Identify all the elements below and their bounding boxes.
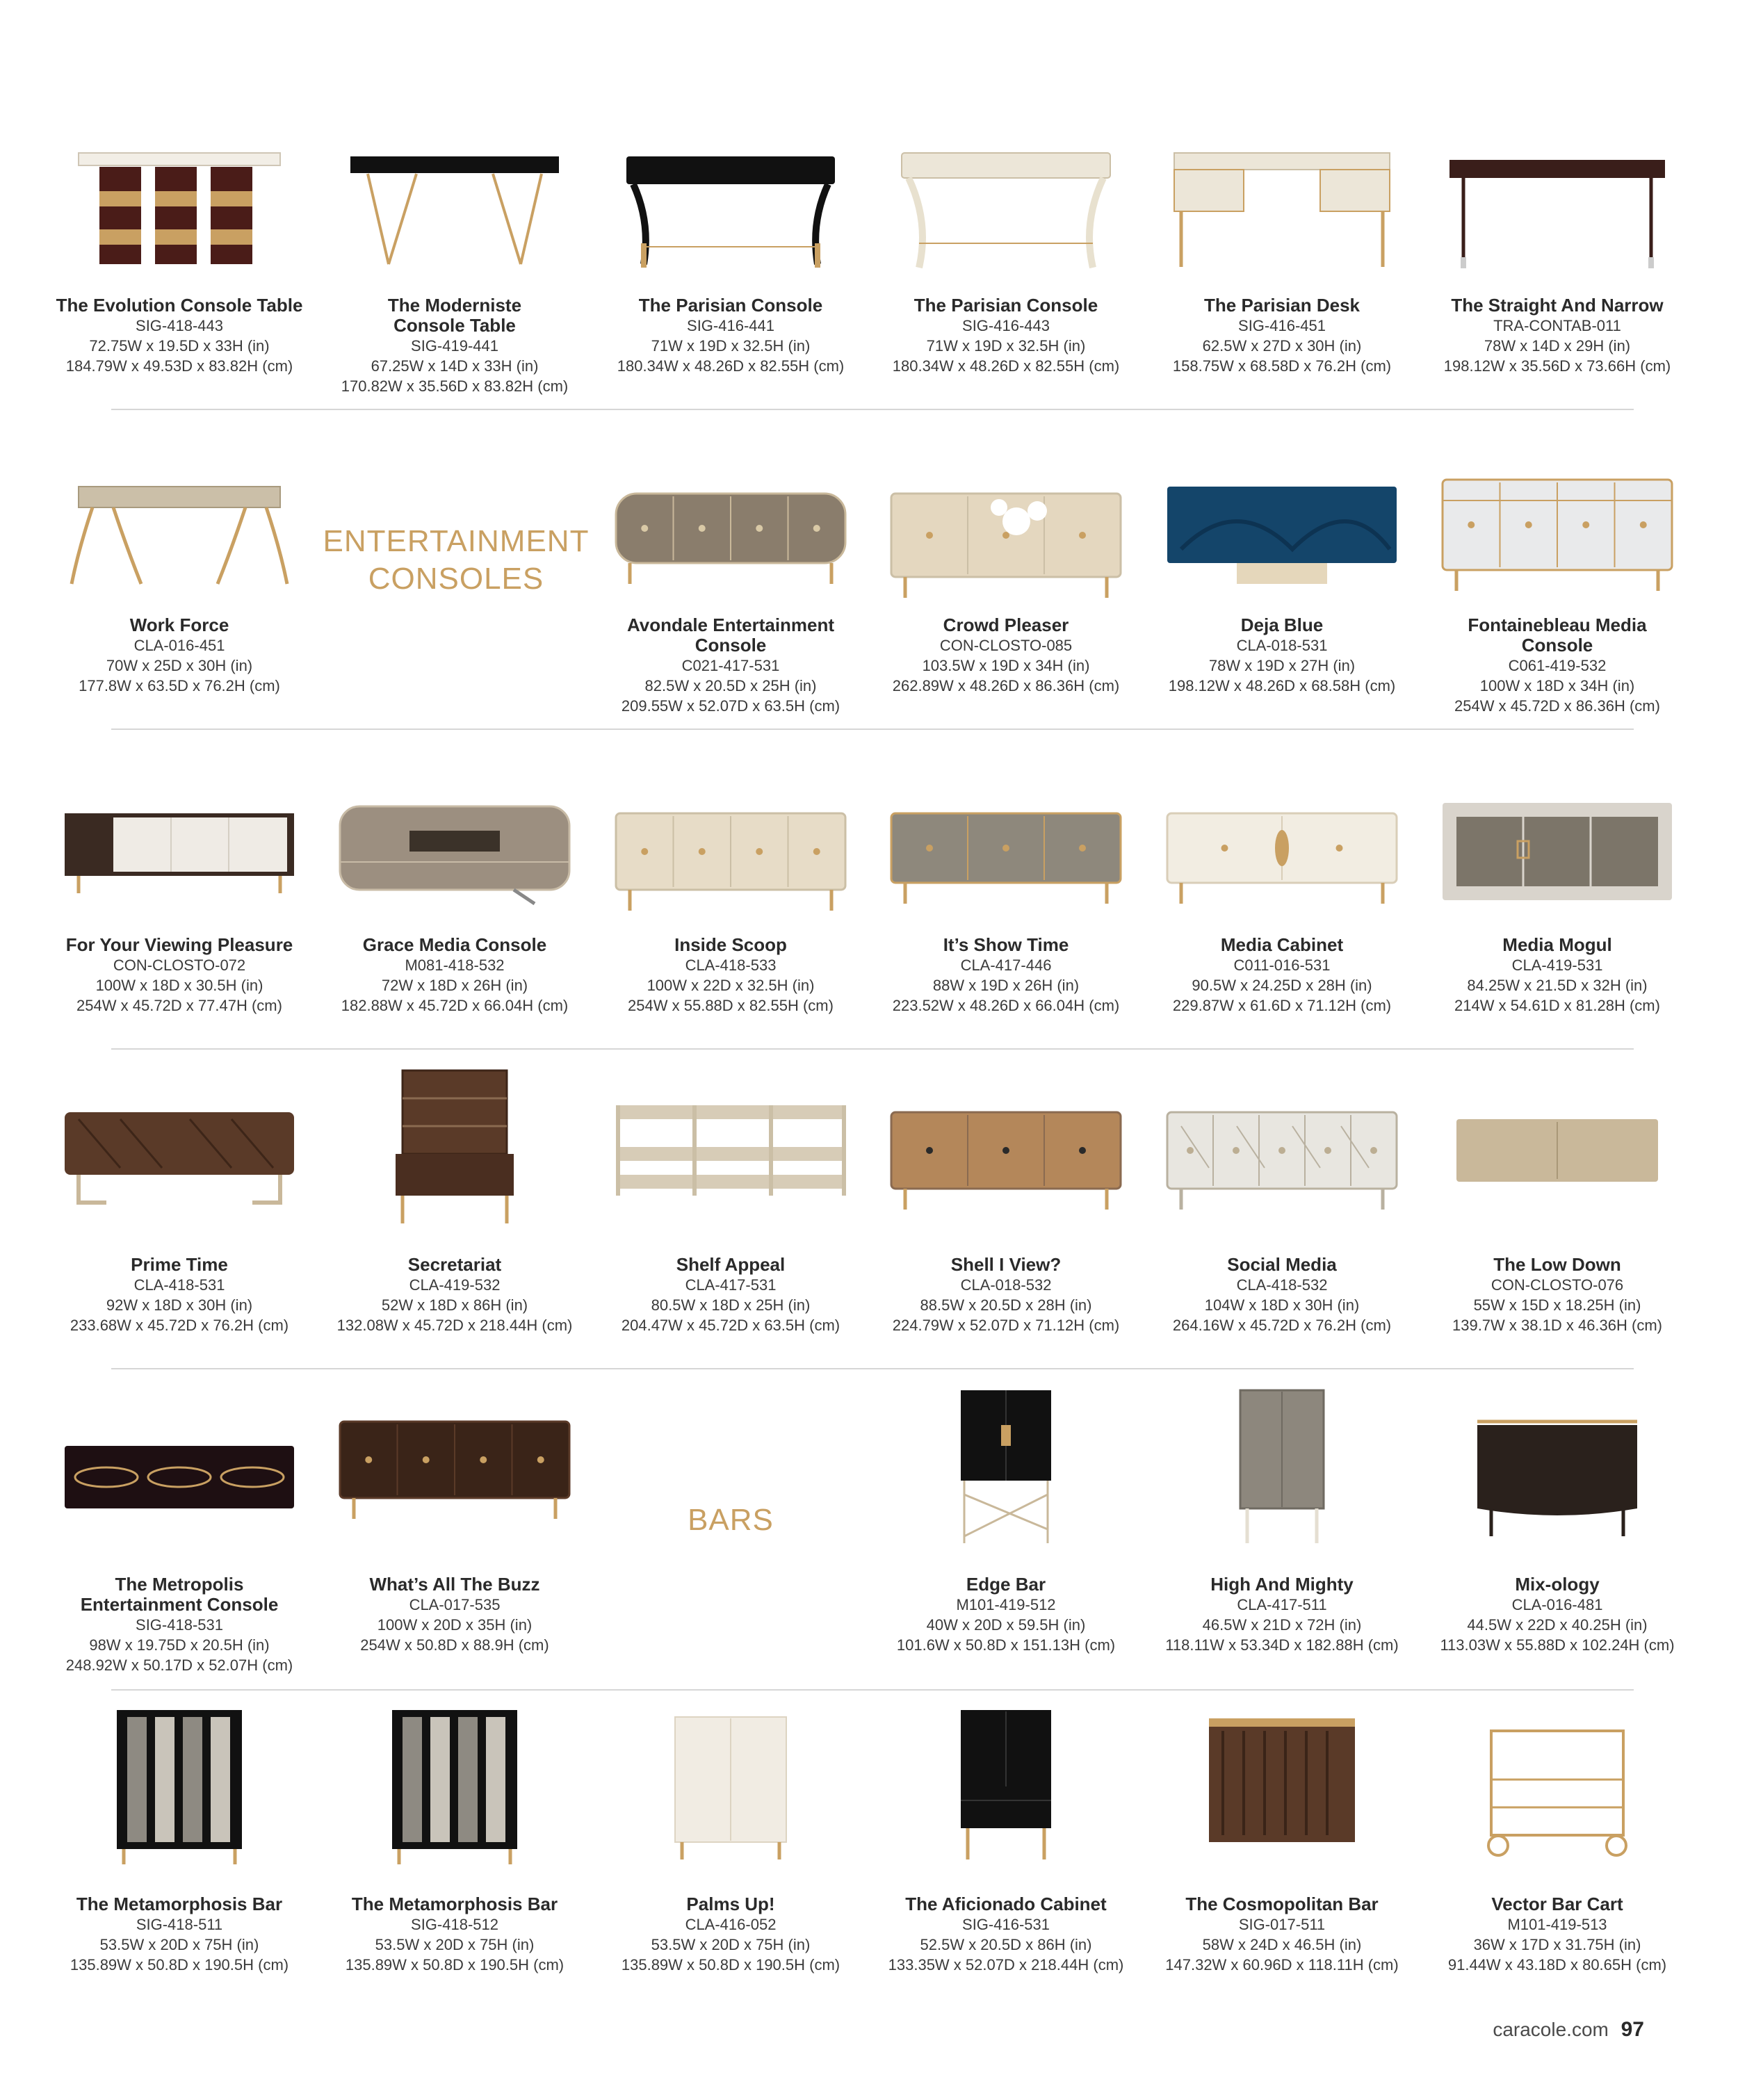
bar-cabinet-white-image[interactable] xyxy=(602,1703,859,1870)
row-divider xyxy=(111,1048,1634,1050)
product-dimensions-cm: 158.75W x 68.58D x 76.2H (cm) xyxy=(1172,357,1392,375)
product-dimensions-cm: 170.82W x 35.56D x 83.82H (cm) xyxy=(341,377,569,395)
media-console-espresso-image[interactable] xyxy=(326,1383,583,1550)
product-dimensions-in: 100W x 18D x 34H (in) xyxy=(1479,677,1635,694)
product-info xyxy=(868,295,1144,376)
product-dimensions-cm: 204.47W x 45.72D x 63.5H (cm) xyxy=(621,1317,840,1334)
product-name[interactable]: Vector Bar Cart xyxy=(1491,1894,1623,1914)
product-info xyxy=(593,1255,868,1335)
product-name[interactable]: Shelf Appeal xyxy=(676,1254,786,1275)
product-card[interactable] xyxy=(1144,765,1420,1014)
product-card[interactable] xyxy=(42,125,317,375)
section-title-line: CONSOLES xyxy=(368,562,544,596)
bar-cabinet-tall-grey-image[interactable] xyxy=(1153,1383,1411,1550)
product-dimensions-in: 80.5W x 18D x 25H (in) xyxy=(651,1296,811,1314)
product-sku: SIG-416-531 xyxy=(962,1916,1050,1933)
product-dimensions-in: 104W x 18D x 30H (in) xyxy=(1204,1296,1360,1314)
product-card[interactable] xyxy=(317,1064,592,1334)
product-info xyxy=(1420,935,1695,1016)
product-sku: CON-CLOSTO-072 xyxy=(113,957,246,974)
product-name[interactable]: Avondale Entertainment xyxy=(626,614,835,635)
product-sku: C011-016-531 xyxy=(1233,957,1331,974)
product-info xyxy=(1144,1574,1420,1655)
product-info xyxy=(42,1894,317,1975)
product-name[interactable]: Palms Up! xyxy=(686,1894,775,1914)
product-dimensions-cm: 233.68W x 45.72D x 76.2H (cm) xyxy=(70,1317,289,1334)
product-card[interactable] xyxy=(1420,445,1695,715)
product-dimensions-in: 72W x 18D x 26H (in) xyxy=(381,977,528,994)
product-name[interactable]: The Straight And Narrow xyxy=(1451,295,1664,316)
product-name[interactable]: The Metamorphosis Bar xyxy=(351,1894,558,1914)
product-sku: CLA-016-451 xyxy=(133,637,225,654)
product-info xyxy=(42,295,317,376)
product-sku: CLA-018-532 xyxy=(960,1276,1052,1294)
product-card[interactable] xyxy=(868,1064,1144,1334)
product-name[interactable]: Entertainment Console xyxy=(80,1594,279,1615)
section-title-line: ENTERTAINMENT xyxy=(323,524,590,558)
product-dimensions-in: 40W x 20D x 59.5H (in) xyxy=(926,1616,1086,1634)
product-dimensions-cm: 177.8W x 63.5D x 76.2H (cm) xyxy=(79,677,280,694)
product-name[interactable]: The Parisian Desk xyxy=(1204,295,1360,316)
product-info xyxy=(593,935,868,1016)
page-number: 97 xyxy=(1621,2018,1644,2041)
product-dimensions-in: 67.25W x 14D x 33H (in) xyxy=(371,357,539,375)
media-console-open-tiers-image[interactable] xyxy=(602,1064,859,1230)
product-card[interactable] xyxy=(593,445,868,715)
product-sku: CLA-016-481 xyxy=(1511,1596,1603,1613)
product-name[interactable]: The Metamorphosis Bar xyxy=(76,1894,283,1914)
product-dimensions-cm: 135.89W x 50.8D x 190.5H (cm) xyxy=(345,1956,565,1973)
product-sku: CLA-417-446 xyxy=(960,957,1052,974)
product-info xyxy=(1420,1894,1695,1975)
media-console-teal-image[interactable] xyxy=(1153,445,1411,612)
product-card[interactable] xyxy=(868,1703,1144,1973)
product-dimensions-in: 71W x 19D x 32.5H (in) xyxy=(926,337,1086,355)
product-dimensions-in: 52W x 18D x 86H (in) xyxy=(381,1296,528,1314)
product-dimensions-in: 36W x 17D x 31.75H (in) xyxy=(1473,1936,1641,1953)
product-name[interactable]: Inside Scoop xyxy=(674,934,787,955)
product-card[interactable] xyxy=(1420,1064,1695,1334)
product-dimensions-cm: 132.08W x 45.72D x 218.44H (cm) xyxy=(336,1317,573,1334)
row-divider xyxy=(111,729,1634,730)
media-console-taupe-image[interactable] xyxy=(877,765,1135,931)
product-name[interactable]: Media Cabinet xyxy=(1220,934,1344,955)
bar-cabinet-tall-black-image[interactable] xyxy=(877,1703,1135,1870)
product-dimensions-in: 70W x 25D x 30H (in) xyxy=(106,657,253,674)
product-card[interactable] xyxy=(1144,445,1420,694)
product-dimensions-cm: 135.89W x 50.8D x 190.5H (cm) xyxy=(621,1956,840,1973)
product-name[interactable]: Fontainebleau Media xyxy=(1468,614,1647,635)
media-console-open-shelf-image[interactable] xyxy=(326,765,583,931)
product-info xyxy=(42,935,317,1016)
console-black-cabriole-image[interactable] xyxy=(602,125,859,292)
media-console-shell-image[interactable] xyxy=(877,1064,1135,1230)
product-card[interactable] xyxy=(42,765,317,1014)
media-console-grey-framed-image[interactable] xyxy=(1429,765,1686,931)
product-info xyxy=(593,1894,868,1975)
product-info xyxy=(42,1574,317,1675)
product-card[interactable] xyxy=(868,765,1144,1014)
product-dimensions-cm: 147.32W x 60.96D x 118.11H (cm) xyxy=(1165,1956,1399,1973)
product-dimensions-cm: 254W x 50.8D x 88.9H (cm) xyxy=(360,1636,549,1654)
product-name[interactable]: The Evolution Console Table xyxy=(56,295,303,316)
product-info xyxy=(1144,935,1420,1016)
product-dimensions-in: 84.25W x 21.5D x 32H (in) xyxy=(1467,977,1648,994)
product-info xyxy=(1420,615,1695,716)
product-card[interactable] xyxy=(1420,125,1695,375)
product-name[interactable]: The Aficionado Cabinet xyxy=(905,1894,1107,1914)
bar-cabinet-mirror-panels-image[interactable] xyxy=(51,1703,308,1870)
row-divider xyxy=(111,1368,1634,1369)
product-name[interactable]: Deja Blue xyxy=(1240,614,1324,635)
product-name[interactable]: The Low Down xyxy=(1493,1254,1621,1275)
bar-cabinet-black-geometric-image[interactable] xyxy=(877,1383,1135,1550)
product-dimensions-in: 44.5W x 22D x 40.25H (in) xyxy=(1467,1616,1648,1634)
page-footer xyxy=(1493,2018,1644,2042)
product-info xyxy=(868,935,1144,1016)
product-card[interactable] xyxy=(1144,125,1420,375)
product-name[interactable]: Secretariat xyxy=(407,1254,502,1275)
product-dimensions-cm: 224.79W x 52.07D x 71.12H (cm) xyxy=(892,1317,1120,1334)
product-sku: CON-CLOSTO-076 xyxy=(1491,1276,1624,1294)
product-name[interactable]: For Your Viewing Pleasure xyxy=(65,934,293,955)
footer-site-link[interactable]: caracole.com xyxy=(1493,2019,1609,2040)
product-info xyxy=(1144,295,1420,376)
product-info xyxy=(868,615,1144,696)
product-name[interactable]: The Metropolis xyxy=(115,1574,244,1595)
product-dimensions-cm: 182.88W x 45.72D x 66.04H (cm) xyxy=(341,997,569,1014)
section-title-bars: BARS xyxy=(688,1503,774,1537)
product-sku: CLA-417-511 xyxy=(1237,1596,1327,1613)
product-dimensions-cm: 118.11W x 53.34D x 182.88H (cm) xyxy=(1165,1636,1399,1654)
product-card[interactable] xyxy=(42,1383,317,1674)
product-dimensions-in: 100W x 20D x 35H (in) xyxy=(377,1616,533,1634)
product-name[interactable]: Social Media xyxy=(1227,1254,1337,1275)
product-info xyxy=(42,615,317,696)
row-divider xyxy=(111,409,1634,410)
product-card[interactable] xyxy=(1420,765,1695,1014)
bar-cabinet-striped-image[interactable] xyxy=(1153,1703,1411,1870)
media-console-low-champagne-image[interactable] xyxy=(1429,1064,1686,1230)
product-sku: CLA-417-531 xyxy=(685,1276,777,1294)
product-card[interactable] xyxy=(317,125,592,395)
product-name[interactable]: The Parisian Console xyxy=(638,295,823,316)
product-sku: M101-419-513 xyxy=(1507,1916,1607,1933)
product-card[interactable] xyxy=(593,1064,868,1334)
product-name[interactable]: Prime Time xyxy=(131,1254,228,1275)
product-dimensions-in: 53.5W x 20D x 75H (in) xyxy=(375,1936,535,1953)
product-dimensions-in: 53.5W x 20D x 75H (in) xyxy=(651,1936,811,1953)
bar-cart-gold-image[interactable] xyxy=(1429,1703,1686,1870)
product-sku: SIG-418-443 xyxy=(136,317,223,334)
product-dimensions-cm: 209.55W x 52.07D x 63.5H (cm) xyxy=(621,697,840,715)
desk-cream-drawers-image[interactable] xyxy=(1153,125,1411,292)
product-card[interactable] xyxy=(42,1703,317,1973)
product-sku: CLA-419-531 xyxy=(1511,957,1603,974)
media-console-mirror-drawers-image[interactable] xyxy=(1429,445,1686,612)
product-dimensions-cm: 113.03W x 55.88D x 102.24H (cm) xyxy=(1440,1636,1675,1654)
desk-sabre-leg-image[interactable] xyxy=(51,445,308,612)
product-info xyxy=(317,295,592,396)
media-console-shagreen-image[interactable] xyxy=(602,765,859,931)
console-table-black-gold-frame-image[interactable] xyxy=(326,125,583,292)
product-dimensions-cm: 262.89W x 48.26D x 86.36H (cm) xyxy=(892,677,1120,694)
bar-cabinet-mirror-panels-image[interactable] xyxy=(326,1703,583,1870)
product-sku: SIG-416-441 xyxy=(687,317,774,334)
product-dimensions-in: 58W x 24D x 46.5H (in) xyxy=(1202,1936,1362,1953)
product-card[interactable] xyxy=(1144,1703,1420,1973)
product-name[interactable]: Console Table xyxy=(393,315,516,336)
product-sku: M081-418-532 xyxy=(405,957,505,974)
product-sku: CLA-418-531 xyxy=(133,1276,225,1294)
secretary-hutch-image[interactable] xyxy=(326,1064,583,1230)
product-dimensions-in: 100W x 22D x 32.5H (in) xyxy=(647,977,815,994)
product-name[interactable]: What’s All The Buzz xyxy=(369,1574,540,1595)
product-info xyxy=(1420,1255,1695,1335)
product-sku: C061-419-532 xyxy=(1508,657,1607,674)
product-name[interactable]: Shell I View? xyxy=(950,1254,1062,1275)
product-info xyxy=(868,1574,1144,1655)
media-console-floral-image[interactable] xyxy=(877,445,1135,612)
product-sku: TRA-CONTAB-011 xyxy=(1493,317,1621,334)
product-info xyxy=(317,1894,592,1975)
product-sku: CLA-419-532 xyxy=(409,1276,501,1294)
product-dimensions-cm: 254W x 45.72D x 86.36H (cm) xyxy=(1454,697,1660,715)
product-dimensions-in: 88.5W x 20.5D x 28H (in) xyxy=(920,1296,1092,1314)
product-info xyxy=(317,935,592,1016)
product-card[interactable] xyxy=(1420,1703,1695,1973)
product-dimensions-in: 78W x 14D x 29H (in) xyxy=(1484,337,1631,355)
product-dimensions-cm: 254W x 45.72D x 77.47H (cm) xyxy=(76,997,282,1014)
product-name[interactable]: High And Mighty xyxy=(1210,1574,1354,1595)
product-sku: SIG-419-441 xyxy=(411,337,498,355)
product-info xyxy=(42,1255,317,1335)
product-info xyxy=(317,1574,592,1655)
media-console-low-black-image[interactable] xyxy=(51,1383,308,1550)
section-title-entertainment-consoles xyxy=(318,523,594,598)
product-dimensions-cm: 91.44W x 43.18D x 80.65H (cm) xyxy=(1447,1956,1667,1973)
console-dark-slim-image[interactable] xyxy=(1429,125,1686,292)
product-card[interactable] xyxy=(868,1383,1144,1654)
product-dimensions-cm: 180.34W x 48.26D x 82.55H (cm) xyxy=(617,357,845,375)
product-name[interactable]: Console xyxy=(1521,635,1593,656)
product-dimensions-in: 62.5W x 27D x 30H (in) xyxy=(1202,337,1362,355)
product-dimensions-cm: 139.7W x 38.1D x 46.36H (cm) xyxy=(1452,1317,1662,1334)
product-dimensions-cm: 198.12W x 48.26D x 68.58H (cm) xyxy=(1168,677,1396,694)
product-sku: SIG-017-511 xyxy=(1238,1916,1326,1933)
product-dimensions-in: 72.75W x 19.5D x 33H (in) xyxy=(89,337,270,355)
product-dimensions-in: 46.5W x 21D x 72H (in) xyxy=(1202,1616,1362,1634)
product-sku: SIG-418-512 xyxy=(411,1916,498,1933)
product-dimensions-in: 71W x 19D x 32.5H (in) xyxy=(651,337,811,355)
product-dimensions-in: 53.5W x 20D x 75H (in) xyxy=(99,1936,259,1953)
product-name[interactable]: The Cosmopolitan Bar xyxy=(1185,1894,1379,1914)
product-name[interactable]: Media Mogul xyxy=(1502,934,1612,955)
product-dimensions-cm: 198.12W x 35.56D x 73.66H (cm) xyxy=(1443,357,1671,375)
product-dimensions-in: 52.5W x 20.5D x 86H (in) xyxy=(920,1936,1092,1953)
product-info xyxy=(1420,295,1695,376)
row-divider xyxy=(111,1689,1634,1691)
product-name[interactable]: Mix-ology xyxy=(1515,1574,1600,1595)
product-dimensions-cm: 101.6W x 50.8D x 151.13H (cm) xyxy=(896,1636,1116,1654)
product-name[interactable]: Grace Media Console xyxy=(362,934,547,955)
product-card[interactable] xyxy=(317,1703,592,1973)
product-sku: C021-417-531 xyxy=(681,657,780,674)
product-name[interactable]: Edge Bar xyxy=(966,1574,1046,1595)
product-sku: SIG-416-451 xyxy=(1238,317,1326,334)
product-sku: CLA-416-052 xyxy=(685,1916,777,1933)
product-dimensions-in: 103.5W x 19D x 34H (in) xyxy=(922,657,1090,674)
product-dimensions-cm: 254W x 55.88D x 82.55H (cm) xyxy=(628,997,834,1014)
product-name[interactable]: The Parisian Console xyxy=(913,295,1098,316)
console-cream-cabriole-image[interactable] xyxy=(877,125,1135,292)
product-card[interactable] xyxy=(317,765,592,1014)
media-cabinet-ivory-image[interactable] xyxy=(1153,765,1411,931)
product-card[interactable] xyxy=(868,125,1144,375)
product-info xyxy=(868,1894,1144,1975)
product-info xyxy=(317,1255,592,1335)
product-name[interactable]: The Moderniste xyxy=(387,295,522,316)
product-info xyxy=(1144,615,1420,696)
product-sku: SIG-418-531 xyxy=(136,1616,223,1634)
product-sku: M101-419-512 xyxy=(956,1596,1056,1613)
product-card[interactable] xyxy=(593,765,868,1014)
product-card[interactable] xyxy=(593,125,868,375)
product-card[interactable] xyxy=(317,1383,592,1654)
product-dimensions-in: 78W x 19D x 27H (in) xyxy=(1208,657,1356,674)
product-name[interactable]: Work Force xyxy=(129,614,229,635)
product-dimensions-in: 92W x 18D x 30H (in) xyxy=(106,1296,253,1314)
product-dimensions-in: 82.5W x 20.5D x 25H (in) xyxy=(644,677,817,694)
product-card[interactable] xyxy=(1144,1383,1420,1654)
product-sku: SIG-416-443 xyxy=(962,317,1050,334)
product-dimensions-in: 88W x 19D x 26H (in) xyxy=(932,977,1080,994)
product-name[interactable]: Console xyxy=(695,635,767,656)
product-card[interactable] xyxy=(868,445,1144,694)
product-dimensions-cm: 184.79W x 49.53D x 83.82H (cm) xyxy=(65,357,293,375)
product-sku: CLA-418-532 xyxy=(1236,1276,1328,1294)
product-dimensions-in: 98W x 19.75D x 20.5H (in) xyxy=(89,1636,270,1654)
product-card[interactable] xyxy=(1144,1064,1420,1334)
product-sku: CON-CLOSTO-085 xyxy=(939,637,1073,654)
product-dimensions-cm: 223.52W x 48.26D x 66.04H (cm) xyxy=(892,997,1120,1014)
product-sku: CLA-018-531 xyxy=(1236,637,1328,654)
product-dimensions-cm: 135.89W x 50.8D x 190.5H (cm) xyxy=(70,1956,289,1973)
product-info xyxy=(593,295,868,376)
product-dimensions-cm: 264.16W x 45.72D x 76.2H (cm) xyxy=(1172,1317,1392,1334)
product-info xyxy=(593,615,868,716)
product-card[interactable] xyxy=(1420,1383,1695,1654)
product-sku: SIG-418-511 xyxy=(136,1916,223,1933)
media-console-fretwork-image[interactable] xyxy=(1153,1064,1411,1230)
product-name[interactable]: Crowd Pleaser xyxy=(943,614,1069,635)
console-table-marble-drum-legs-image[interactable] xyxy=(51,125,308,292)
bar-demilune-image[interactable] xyxy=(1429,1383,1686,1550)
product-card[interactable] xyxy=(42,445,317,694)
product-card[interactable] xyxy=(42,1064,317,1334)
media-console-walnut-sled-image[interactable] xyxy=(51,1064,308,1230)
product-name[interactable]: It’s Show Time xyxy=(943,934,1069,955)
media-console-white-doors-image[interactable] xyxy=(51,765,308,931)
product-info xyxy=(1144,1255,1420,1335)
product-dimensions-cm: 229.87W x 61.6D x 71.12H (cm) xyxy=(1172,997,1392,1014)
product-info xyxy=(1144,1894,1420,1975)
product-info xyxy=(1420,1574,1695,1655)
product-dimensions-in: 55W x 15D x 18.25H (in) xyxy=(1473,1296,1641,1314)
product-info xyxy=(868,1255,1144,1335)
media-console-bronze-image[interactable] xyxy=(602,445,859,612)
product-dimensions-cm: 248.92W x 50.17D x 52.07H (cm) xyxy=(65,1657,293,1674)
product-dimensions-in: 90.5W x 24.25D x 28H (in) xyxy=(1192,977,1372,994)
product-sku: CLA-418-533 xyxy=(685,957,777,974)
product-card[interactable] xyxy=(593,1703,868,1973)
product-dimensions-cm: 133.35W x 52.07D x 218.44H (cm) xyxy=(888,1956,1124,1973)
product-dimensions-cm: 214W x 54.61D x 81.28H (cm) xyxy=(1454,997,1660,1014)
product-dimensions-in: 100W x 18D x 30.5H (in) xyxy=(95,977,263,994)
product-sku: CLA-017-535 xyxy=(409,1596,501,1613)
product-dimensions-cm: 180.34W x 48.26D x 82.55H (cm) xyxy=(892,357,1120,375)
